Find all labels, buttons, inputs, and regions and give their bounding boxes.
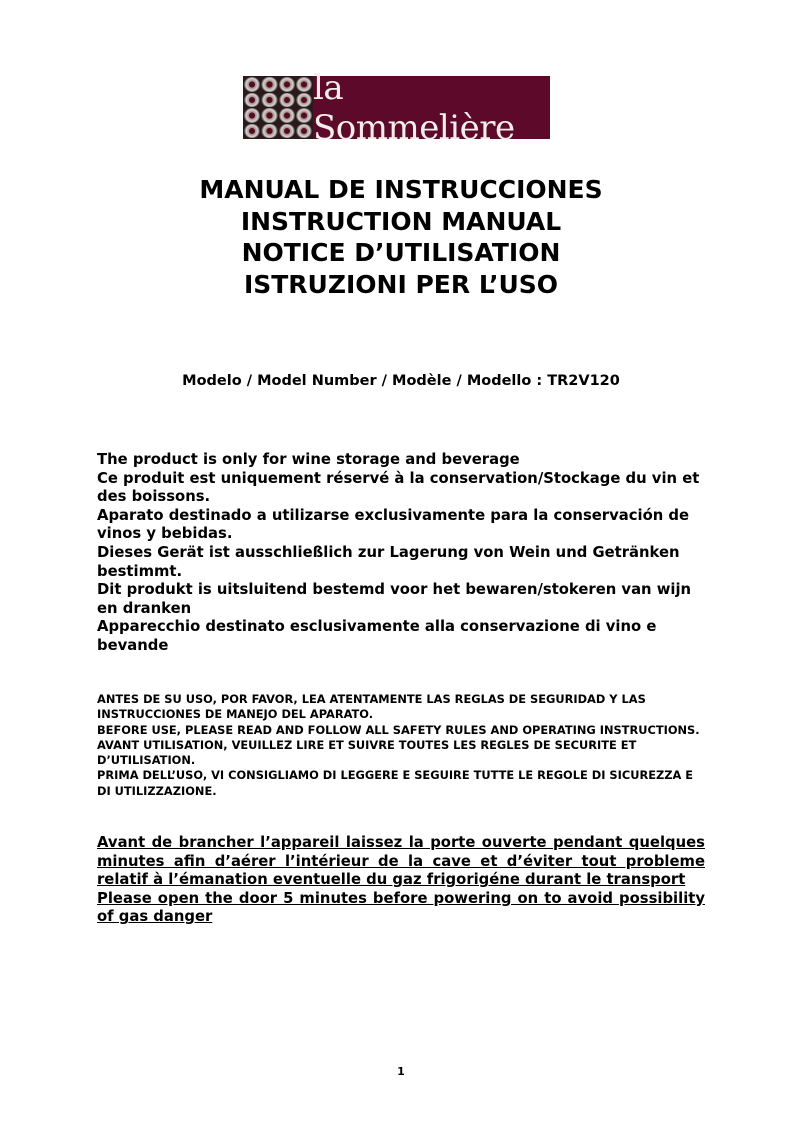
door-warnings: [97, 834, 705, 927]
safety-notice: BEFORE USE, PLEASE READ AND FOLLOW ALL SAFETY RULES AND OPERATING INSTRUCTIONS.: [97, 722, 700, 737]
usage-statement: Dit produkt is uitsluitend bestemd voor het bewaren/stokeren van wijn en dranken: [97, 581, 692, 617]
door-warning: Avant de brancher l’appareil laissez la porte ouverte pendant quelques minutes afin d’aérer l’intérieur de la cave et d’éviter tout probleme relatif à l’émanation eventuelle du gaz frigorigéne durant le transport: [97, 834, 705, 889]
usage-statement: Dieses Gerät ist ausschließlich zur Lagerung von Wein und Getränken bestimmt.: [97, 543, 680, 580]
safety-notice: PRIMA DELL’USO, VI CONSIGLIAMO DI LEGGERE E SEGUIRE TUTTE LE REGOLE DI SICUREZZA E DI UTILIZZAZIONE.: [97, 768, 694, 798]
model-number: Modelo / Model Number / Modèle / Modello : TR2V120: [182, 373, 620, 389]
manual-titles: [0, 174, 802, 300]
title-en: INSTRUCTION MANUAL: [240, 206, 562, 236]
safety-notices: [97, 692, 709, 799]
title-fr: NOTICE D’UTILISATION: [241, 238, 561, 267]
brand-name: la Sommelière: [313, 76, 550, 139]
usage-statement: Ce produit est uniquement réservé à la conservation/Stockage du vin et des boissons.: [97, 469, 700, 506]
usage-statement: Apparecchio destinato esclusivamente alla conservazione di vino e bevande: [97, 618, 657, 654]
usage-statement: Aparato destinado a utilizarse exclusivamente para la conservación de vinos y bebidas.: [97, 506, 690, 543]
title-it: ISTRUZIONI PER L’USO: [243, 269, 559, 299]
title-es: MANUAL DE INSTRUCCIONES: [199, 175, 603, 204]
safety-notice: AVANT UTILISATION, VEUILLEZ LIRE ET SUIVRE TOUTES LES REGLES DE SECURITE ET D’UTILISATION.: [97, 737, 637, 768]
usage-statement: The product is only for wine storage and beverage: [97, 451, 520, 468]
safety-notice: ANTES DE SU USO, POR FAVOR, LEA ATENTAMENTE LAS REGLAS DE SEGURIDAD Y LAS INSTRUCCIONES DE MANEJO DEL APARATO.: [97, 692, 646, 722]
door-warning: Please open the door 5 minutes before powering on to avoid possibility of gas danger: [97, 889, 705, 926]
brand-logo: [243, 67, 550, 148]
wine-bottle-pattern-icon: [243, 76, 313, 139]
page-number: 1: [397, 1065, 405, 1078]
usage-statements: [97, 451, 709, 656]
